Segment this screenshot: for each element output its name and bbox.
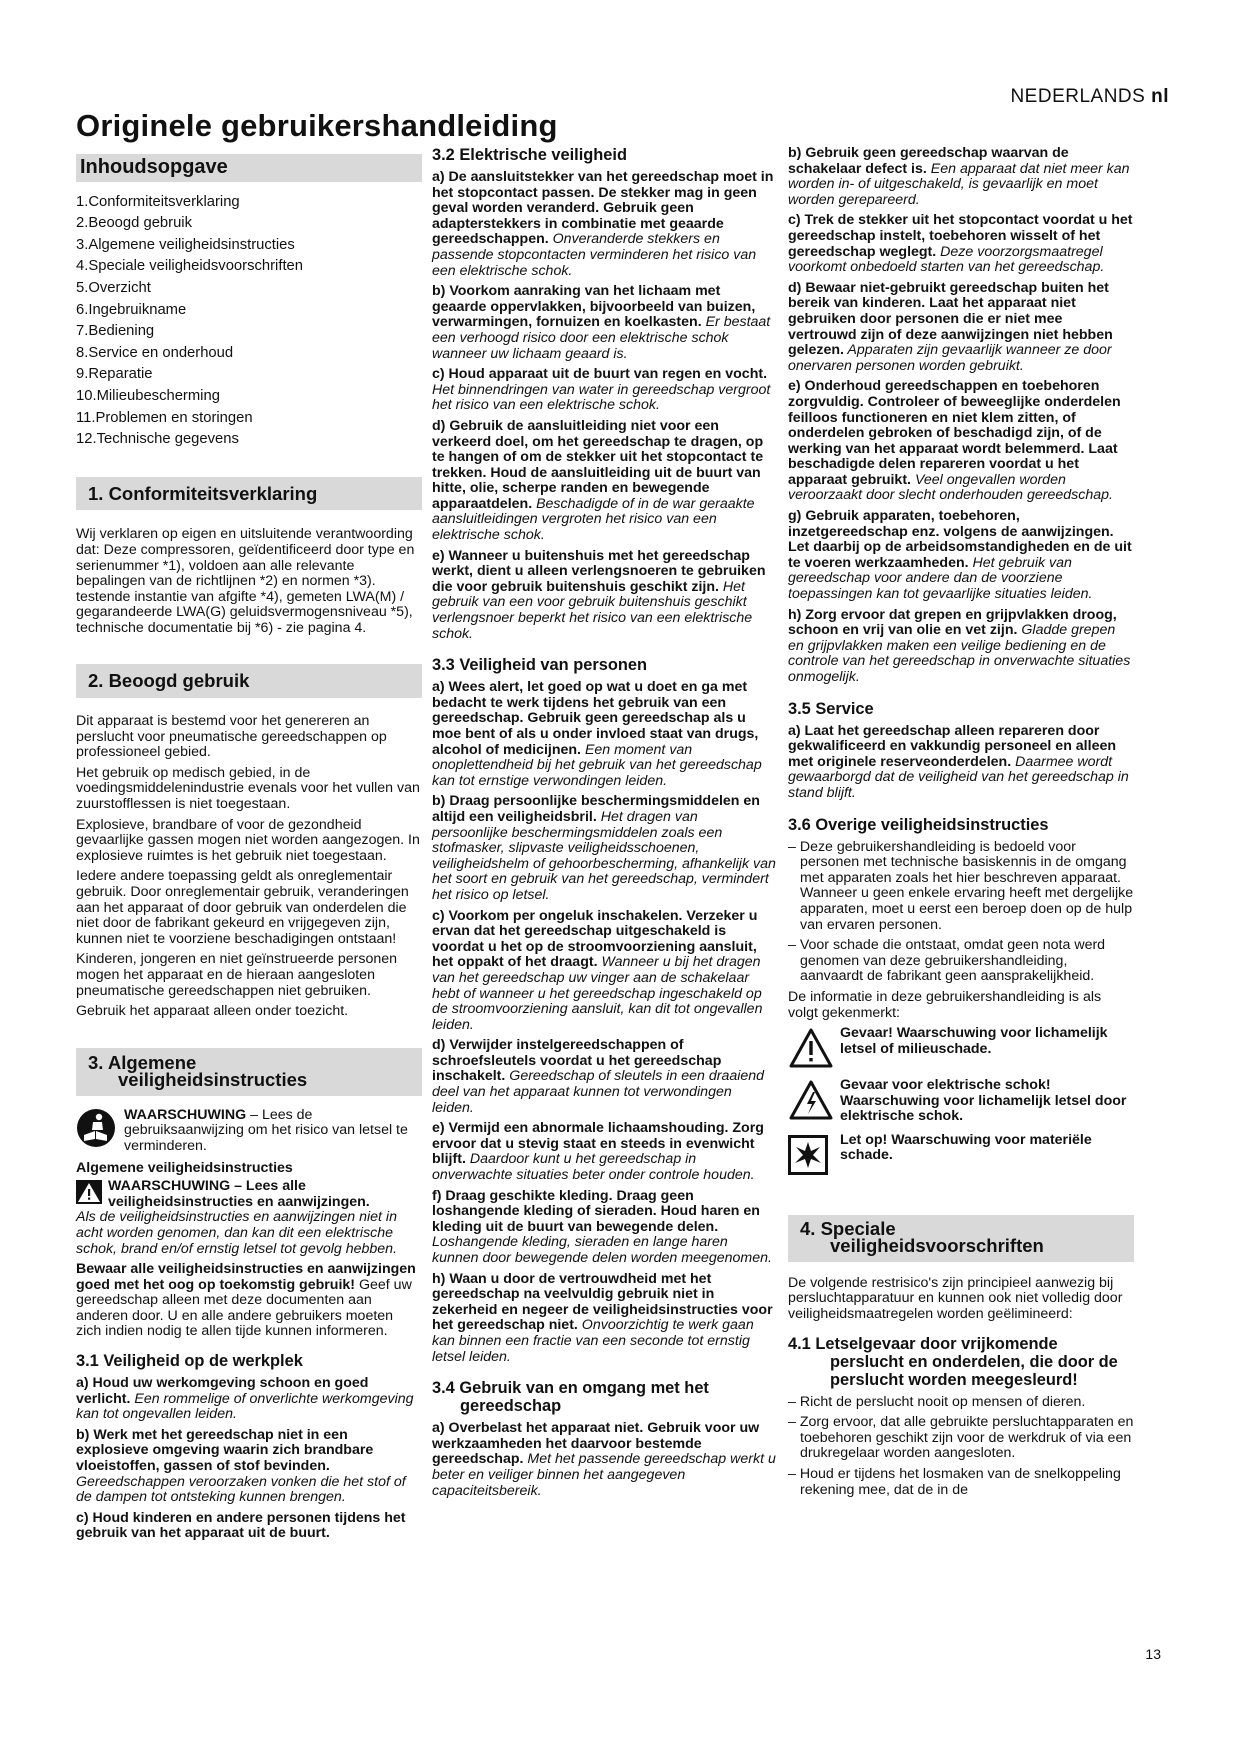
section-4-text: De volgende restrisico's zijn principieel aanwezig bij persluchtapparatuur en kunnen ook niet volledig door veiligheidsmaatregelen worden geëlimineerd: (788, 1274, 1123, 1323)
section-4-1-heading: 4.1 Letselgevaar door vrijkomende perslucht en onderdelen, die door de perslucht worden meegesleurd! (788, 1334, 1118, 1389)
toc-item[interactable]: 3.Algemene veiligheidsinstructies (76, 236, 295, 253)
rule-3-4-b: b) Gebruik geen gereedschap waarvan de schakelaar defect is. (788, 145, 1069, 177)
symbol-danger (788, 1026, 1134, 1070)
section-1-heading: 1. Conformiteitsverklaring (76, 477, 422, 511)
toc-item[interactable]: 10.Milieubescherming (76, 387, 220, 404)
section-3-2-heading: 3.2 Elektrische veiligheid (432, 146, 627, 164)
section-3-1-heading: 3.1 Veiligheid op de werkplek (76, 1352, 303, 1371)
list-item: – Deze gebruikershandleiding is bedoeld voor personen met technische basiskennis in de omgang met apparaten zoals het hier beschreven apparaat. Wanneer u geen enkele ervaring heeft met dergelijke apparaten, moet u eerst een beroep doen op de hulp van ervaren personen. (788, 838, 1134, 933)
section-2-paragraph: Explosieve, brandbare of voor de gezondheid gevaarlijke gassen mogen niet worden aangezogen. In explosieve ruimtes is het gebruik niet toegestaan. (76, 816, 420, 864)
electric-shock-icon (788, 1078, 840, 1122)
rule-3-4-c-note: Deze voorzorgsmaatregel voorkomt onbedoeld starten van het gereedschap. (788, 243, 1105, 276)
section-2-heading: 2. Beoogd gebruik (76, 664, 422, 698)
rule-3-3-f: f) Draag geschikte kleding. Draag geen loshangende kleding of sieraden. Houd haren en kleding uit de buurt van bewegende delen. (432, 1187, 760, 1235)
toc-heading: Inhoudsopgave (76, 154, 422, 182)
warning-read-all: WAARSCHUWING – Lees alle veiligheidsinstructies en aanwijzingen. (108, 1178, 370, 1210)
rule-3-4-g-note: Het gebruik van gereedschap voor andere dan de voorziene toepassingen kan tot gevaarlijke situaties leiden. (788, 554, 1093, 603)
section-3-heading (76, 1048, 422, 1096)
general-safety-heading: Algemene veiligheidsinstructies (76, 1159, 293, 1176)
column-left (76, 146, 422, 1547)
symbol-caution-text: Let op! Waarschuwing voor materiële schade. (840, 1131, 1092, 1164)
section-3-heading-line1: 3. Algemene (88, 1051, 197, 1073)
list-item: – Zorg ervoor, dat alle gebruikte persluchtapparaten en toebehoren geschikt zijn voor de werkdruk of via een drukregelaar worden aangesloten. (788, 1414, 1134, 1462)
rule-3-2-a: a) De aansluitstekker van het gereedschap moet in het stopcontact passen. De stekker mag in geen geval worden veranderd. Gebruik geen adapterstekkers in combinatie met geaarde gereedschappen. (432, 169, 774, 248)
list-item: – Houd er tijdens het losmaken van de snelkoppeling rekening mee, dat de in de (788, 1466, 1121, 1498)
rule-3-1-a: a) Houd uw werkomgeving schoon en goed verlicht. (76, 1375, 369, 1407)
section-4-heading (788, 1215, 1134, 1262)
rule-3-4-d: d) Bewaar niet-gebruikt gereedschap buiten het bereik van kinderen. Laat het apparaat niet gebruiken door personen die er niet mee vertrouwd zijn of deze aanwijzingen niet hebben gelezen. (788, 279, 1113, 359)
section-3-heading-line2: veiligheidsinstructies (118, 1068, 308, 1090)
list-item: – Richt de perslucht nooit op mensen of dieren. (788, 1393, 1086, 1410)
rule-3-3-b-note: Het dragen van persoonlijke beschermingsmiddelen zoals een stofmasker, slipvaste veiligheidsschoenen, veiligheidshelm of gehoorbescherming, afhankelijk van het soort en gebruik van het gereedschap, vermindert het risico op letsel. (432, 808, 776, 903)
warning-consequence: Als de veiligheidsinstructies en aanwijzingen niet in acht worden genomen, dan kan dit een elektrische schok, brand en/of ernstig letsel tot gevolg hebben. (76, 1209, 398, 1257)
table-of-contents (76, 192, 422, 451)
toc-item[interactable]: 11.Problemen en storingen (76, 409, 253, 426)
rule-3-1-c: c) Houd kinderen en andere personen tijdens het gebruik van het apparaat uit de buurt. (76, 1509, 406, 1542)
keep-instructions-text: Geef uw gereedschap alleen met deze documenten aan anderen door. U en alle andere gebruikers moeten zich indien nodig te allen tijde kunnen informeren. (76, 1276, 412, 1340)
rule-3-4-c: c) Trek de stekker uit het stopcontact voordat u het gereedschap instelt, toebehoren wisselt of het gereedschap weglegt. (788, 212, 1133, 260)
general-warning-block (76, 1179, 422, 1257)
toc-item[interactable]: 6.Ingebruikname (76, 301, 187, 318)
rule-3-2-d: d) Gebruik de aansluitleiding niet voor een verkeerd doel, om het gereedschap te dragen, op te hangen of om de stekker uit het stopcontact te trekken. Houd de aansluitleiding uit de buurt van hitte, olie, scherpe randen en bewegende apparaatdelen. (432, 417, 764, 512)
rule-3-2-d-note: Beschadigde of in de war geraakte aansluitleidingen vergroten het risico van een elektrische schok. (432, 495, 755, 544)
rule-3-3-d: d) Verwijder instelgereedschappen of schroefsleutels voordat u het gereedschap inschakelt. (432, 1037, 722, 1085)
rule-3-3-b: b) Draag persoonlijke beschermingsmiddelen en altijd een veiligheidsbril. (432, 793, 760, 825)
language-header (1010, 86, 1169, 108)
rule-3-4-a-note: Met het passende gereedschap werkt u beter en veiliger binnen het aangegeven capaciteitsbereik. (432, 1451, 776, 1499)
warning-triangle-icon (788, 1026, 840, 1070)
rule-3-4-e-note: Veel ongevallen worden veroorzaakt door slecht onderhouden gereedschap. (788, 471, 1113, 504)
toc-item[interactable]: 1.Conformiteitsverklaring (76, 193, 240, 210)
rule-3-1-a-note: Een rommelige of onverlichte werkomgeving kan tot ongevallen leiden. (76, 1390, 414, 1423)
toc-item[interactable]: 9.Reparatie (76, 366, 153, 383)
section-4-heading-line1: 4. Speciale (800, 1217, 896, 1239)
keep-instructions-bold: Bewaar alle veiligheidsinstructies en aanwijzingen goed met het oog op toekomstig gebruik! (76, 1261, 416, 1293)
rule-3-5-a: a) Laat het gereedschap alleen repareren door gekwalificeerd en vakkundig personeel en alleen met originele reserveonderdelen. (788, 722, 1117, 770)
rule-3-4-g: g) Gebruik apparaten, toebehoren, inzetgereedschap enz. volgens de aanwijzingen. Let daarbij op de arbeidsomstandigheden en de uit te voeren werkzaamheden. (788, 508, 1132, 571)
rule-3-4-b-note: Een apparaat dat niet meer kan worden in- of uitgeschakeld, is gevaarlijk en moet worden gerepareerd. (788, 160, 1130, 208)
rule-3-4-a: a) Overbelast het apparaat niet. Gebruik voor uw werkzaamheden het daarvoor bestemde gereedschap. (432, 1420, 760, 1468)
rule-3-1-b: b) Werk met het gereedschap niet in een explosieve omgeving waarin zich brandbare vloeistoffen, gassen of stof bevinden. (76, 1426, 374, 1475)
toc-item[interactable]: 5.Overzicht (76, 279, 151, 296)
language-name: NEDERLANDS (1010, 86, 1146, 107)
symbol-caution (788, 1133, 1134, 1177)
toc-item[interactable]: 12.Technische gegevens (76, 431, 239, 448)
rule-3-2-b-note: Er bestaat een verhoogd risico door een elektrische schok wanneer uw lichaam geaard is. (432, 314, 771, 362)
material-damage-icon (788, 1133, 840, 1177)
rule-3-2-e-note: Het gebruik van een voor gebruik buitenshuis geschikt verlengsnoer beperkt het risico van een elektrische schok. (432, 578, 753, 642)
column-middle (432, 146, 776, 1504)
rule-3-3-h: h) Waan u door de vertrouwdheid met het gereedschap na veelvuldig gebruik niet in zekerheid en negeer de veiligheidsinstructies voor het gereedschap niet. (432, 1270, 773, 1334)
rule-3-2-c: c) Houd apparaat uit de buurt van regen en vocht. (432, 366, 768, 383)
rule-3-3-e-note: Daardoor kunt u het gereedschap in onverwachte situaties beter onder controle houden. (432, 1151, 755, 1184)
toc-item[interactable]: 2.Beoogd gebruik (76, 215, 192, 232)
section-3-3-heading: 3.3 Veiligheid van personen (432, 656, 647, 675)
rule-3-4-h-note: Gladde grepen en grijpvlakken maken een veilige bediening en de controle van het gereedschap in onverwachte situaties onmogelijk. (788, 622, 1131, 685)
rule-3-3-h-note: Onvoorzichtig te werk gaan kan binnen een fractie van een seconde tot ernstig letsel leiden. (432, 1317, 754, 1365)
rule-3-4-d-note: Apparaten zijn gevaarlijk wanneer ze door onervaren personen worden gebruikt. (788, 342, 1112, 374)
warning-label: WAARSCHUWING (124, 1106, 247, 1123)
marking-intro: De informatie in deze gebruikershandleiding is als volgt gekenmerkt: (788, 988, 1102, 1021)
rule-3-3-c: c) Voorkom per ongeluk inschakelen. Verzeker u ervan dat het gereedschap uitgeschakeld is voordat u het op de stroomvoorziening aansluit, het oppakt of het draagt. (432, 907, 758, 971)
toc-item[interactable]: 8.Service en onderhoud (76, 344, 234, 361)
warning-text: – Lees de gebruiksaanwijzing om het risico van letsel te verminderen. (124, 1106, 408, 1154)
section-2-paragraph: Kinderen, jongeren en niet geïnstrueerde personen mogen het apparaat en de hieraan aangesloten pneumatische gereedschappen niet gebruiken. (76, 951, 398, 999)
rule-3-3-a-note: Een moment van onoplettendheid bij het gebruik van het gereedschap kan tot ernstige verwondingen leiden. (432, 741, 762, 789)
rule-3-4-h: h) Zorg ervoor dat grepen en grijpvlakken droog, schoon en vrij van olie en vet zijn. (788, 606, 1117, 639)
symbol-electric (788, 1078, 1134, 1125)
section-4-heading-line2: veiligheidsvoorschriften (830, 1234, 1044, 1256)
rule-3-5-a-note: Daarmee wordt gewaarborgd dat de veiligheid van het gereedschap in stand blijft. (788, 753, 1129, 801)
symbol-danger-text: Gevaar! Waarschuwing voor lichamelijk letsel of milieuschade. (840, 1025, 1108, 1057)
rule-3-1-b-note: Gereedschappen veroorzaken vonken die het stof of de dampen tot ontsteking kunnen brengen. (76, 1473, 406, 1506)
list-item: – Voor schade die ontstaat, omdat geen nota werd genomen van deze gebruikershandleiding, aanvaardt de fabrikant geen aansprakelijkheid. (788, 937, 1106, 985)
section-3-5-heading: 3.5 Service (788, 699, 874, 718)
section-2-paragraph: Gebruik het apparaat alleen onder toezicht. (76, 1003, 349, 1020)
toc-item[interactable]: 7.Bediening (76, 323, 155, 340)
rule-3-2-b: b) Voorkom aanraking van het lichaam met geaarde oppervlakken, bijvoorbeeld van buizen, verwarmingen, fornuizen en koelkasten. (432, 283, 756, 331)
rule-3-2-e: e) Wanneer u buitenshuis met het gereedschap werkt, dient u alleen verlengsnoeren te gebruiken die voor gebruik buitenshuis geschikt zijn. (432, 547, 766, 595)
rule-3-2-a-note: Onveranderde stekkers en passende stopcontacten verminderen het risico van een elektrische schok. (432, 231, 757, 279)
rule-3-3-e: e) Vermijd een abnormale lichaamshouding. Zorg ervoor dat u stevig staat en steeds in evenwicht blijft. (432, 1120, 764, 1168)
rule-3-2-c-note: Het binnendringen van water in gereedschap vergroot het risico van een elektrische schok. (432, 381, 771, 414)
rule-3-3-d-note: Gereedschap of sleutels in een draaiend deel van het apparaat kunnen tot verwondingen leiden. (432, 1068, 765, 1116)
rule-3-4-e: e) Onderhoud gereedschappen en toebehoren zorgvuldig. Controleer of beweeglijke onderdelen feilloos functioneren en niet klem zitten, of onderdelen gebroken of beschadigd zijn, of de werking van het apparaat wordt belemmerd. Laat beschadigde delen repareren voordat u het apparaat gebruikt. (788, 378, 1121, 488)
column-right (788, 146, 1134, 1503)
page-title: Originele gebruikershandleiding (76, 108, 558, 143)
rule-3-3-a: a) Wees alert, let goed op wat u doet en ga met bedacht te werk tijdens het gebruik van een gereedschap. Gebruik geen gereedschap als u moe bent of als u onder invloed staat van drugs, alcohol of medicijnen. (432, 679, 759, 758)
warning-triangle-icon (76, 1180, 102, 1209)
read-manual-warning (76, 1108, 422, 1155)
section-1-text: Wij verklaren op eigen en uitsluitende verantwoording dat: Deze compressoren, geïdentificeerd door type en serienummer *1), voldoen aan alle relevante bepalingen van de richtlijnen *2) en normen *3). testende instantie van afgifte *4), gemeten LWA(M) / gegarandeerde LWA(G) geluidsvermogensniveau *5), technische documentatie bij *6) - zie pagina 4. (76, 526, 415, 636)
language-code: nl (1151, 86, 1169, 107)
symbol-electric-text: Gevaar voor elektrische schok! Waarschuwing voor lichamelijk letsel door elektrische schok. (840, 1077, 1127, 1125)
section-2-paragraph: Iedere andere toepassing geldt als onreglementair gebruik. Door onreglementair gebruik, veranderingen aan het apparaat of door gebruik van onderdelen die niet door de fabrikant gekeurd en vrijgegeven zijn, kunnen niet te voorziene beschadigingen ontstaan! (76, 868, 409, 947)
toc-item[interactable]: 4.Speciale veiligheidsvoorschriften (76, 258, 304, 275)
section-2-paragraph: Dit apparaat is bestemd voor het genereren an perslucht voor pneumatische gereedschappen op professioneel gebied. (76, 713, 387, 761)
rule-3-3-c-note: Wanneer u bij het dragen van het gereedschap uw vinger aan de schakelaar hebt of wanneer u het gereedschap ingeschakeld op de stroomvoorziening aansluit, kan dit tot ongevallen leiden. (432, 954, 763, 1033)
page-number: 13 (1145, 1646, 1161, 1662)
rule-3-3-f-note: Loshangende kleding, sieraden en lange haren kunnen door bewegende delen worden meegenomen. (432, 1234, 772, 1266)
read-manual-icon (76, 1108, 116, 1153)
section-2-paragraph: Het gebruik op medisch gebied, in de voedingsmiddelenindustrie evenals voor het vullen van zuurstofflessen is niet toegestaan. (76, 764, 420, 813)
section-3-6-heading: 3.6 Overige veiligheidsinstructies (788, 815, 1049, 834)
section-3-4-heading: 3.4 Gebruik van en omgang met het gereedschap (432, 1379, 709, 1416)
